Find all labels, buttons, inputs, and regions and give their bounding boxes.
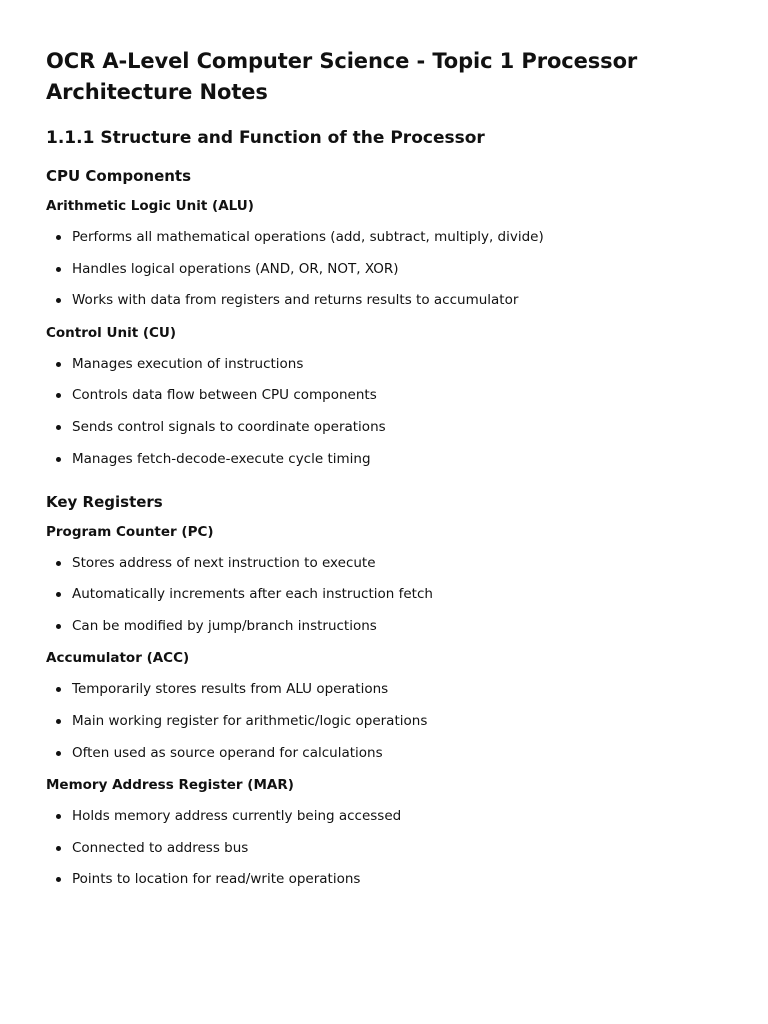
- mar-list: [46, 807, 728, 889]
- alu-list: [46, 228, 728, 310]
- section-title: 1.1.1 Structure and Function of the Processor: [46, 128, 485, 148]
- bullet-icon: [56, 592, 61, 597]
- list-item-text: Stores address of next instruction to execute: [72, 554, 376, 571]
- heading-acc: Accumulator (ACC): [46, 650, 190, 667]
- bullet-icon: [56, 561, 61, 566]
- list-item: [46, 228, 728, 247]
- acc-list: [46, 680, 728, 762]
- list-item: [46, 585, 728, 604]
- bullet-icon: [56, 624, 61, 629]
- list-item: [46, 617, 728, 636]
- list-item-text: Works with data from registers and returns results to accumulator: [72, 292, 519, 309]
- list-item-text: Holds memory address currently being accessed: [72, 808, 402, 825]
- list-item: [46, 554, 728, 573]
- list-item: [46, 807, 728, 826]
- list-item: [46, 418, 728, 437]
- list-item-text: Manages fetch-decode-execute cycle timing: [72, 450, 371, 467]
- list-item-text: Points to location for read/write operations: [72, 871, 361, 888]
- pc-list: [46, 554, 728, 636]
- heading-cpu-components: CPU Components: [46, 167, 192, 185]
- bullet-icon: [56, 298, 61, 303]
- list-item: [46, 870, 728, 889]
- list-item-text: Automatically increments after each instruction fetch: [72, 586, 433, 603]
- bullet-icon: [56, 267, 61, 272]
- heading-pc: Program Counter (PC): [46, 523, 214, 540]
- bullet-icon: [56, 719, 61, 724]
- list-item-text: Connected to address bus: [72, 839, 249, 856]
- bullet-icon: [56, 751, 61, 756]
- heading-key-registers: Key Registers: [46, 492, 163, 511]
- list-item: [46, 712, 728, 731]
- heading-mar: Memory Address Register (MAR): [46, 777, 294, 794]
- bullet-icon: [56, 814, 61, 819]
- list-item-text: Temporarily stores results from ALU operations: [72, 681, 389, 698]
- list-item-text: Performs all mathematical operations (add, subtract, multiply, divide): [72, 229, 544, 245]
- heading-alu: Arithmetic Logic Unit (ALU): [46, 198, 254, 214]
- list-item-text: Handles logical operations (AND, OR, NOT, XOR): [72, 260, 399, 277]
- bullet-icon: [56, 393, 61, 398]
- list-item: [46, 450, 728, 469]
- bullet-icon: [56, 425, 61, 430]
- list-item: [46, 291, 728, 310]
- cu-list: [46, 355, 728, 469]
- list-item: [46, 744, 728, 763]
- bullet-icon: [56, 457, 61, 462]
- list-item-text: Main working register for arithmetic/logic operations: [72, 712, 428, 729]
- bullet-icon: [56, 362, 61, 367]
- document-title: OCR A-Level Computer Science - Topic 1 Processor Architecture Notes: [46, 49, 638, 104]
- heading-cu: Control Unit (CU): [46, 324, 177, 341]
- list-item: [46, 680, 728, 699]
- list-item: [46, 355, 728, 374]
- list-item: [46, 839, 728, 858]
- list-item-text: Manages execution of instructions: [72, 355, 304, 372]
- bullet-icon: [56, 877, 61, 882]
- list-item-text: Often used as source operand for calculations: [72, 744, 383, 761]
- list-item-text: Can be modified by jump/branch instructions: [72, 617, 377, 634]
- bullet-icon: [56, 235, 61, 240]
- list-item-text: Controls data flow between CPU components: [72, 387, 377, 404]
- bullet-icon: [56, 687, 61, 692]
- list-item-text: Sends control signals to coordinate operations: [72, 418, 386, 435]
- list-item: [46, 386, 728, 405]
- bullet-icon: [56, 846, 61, 851]
- list-item: [46, 260, 728, 279]
